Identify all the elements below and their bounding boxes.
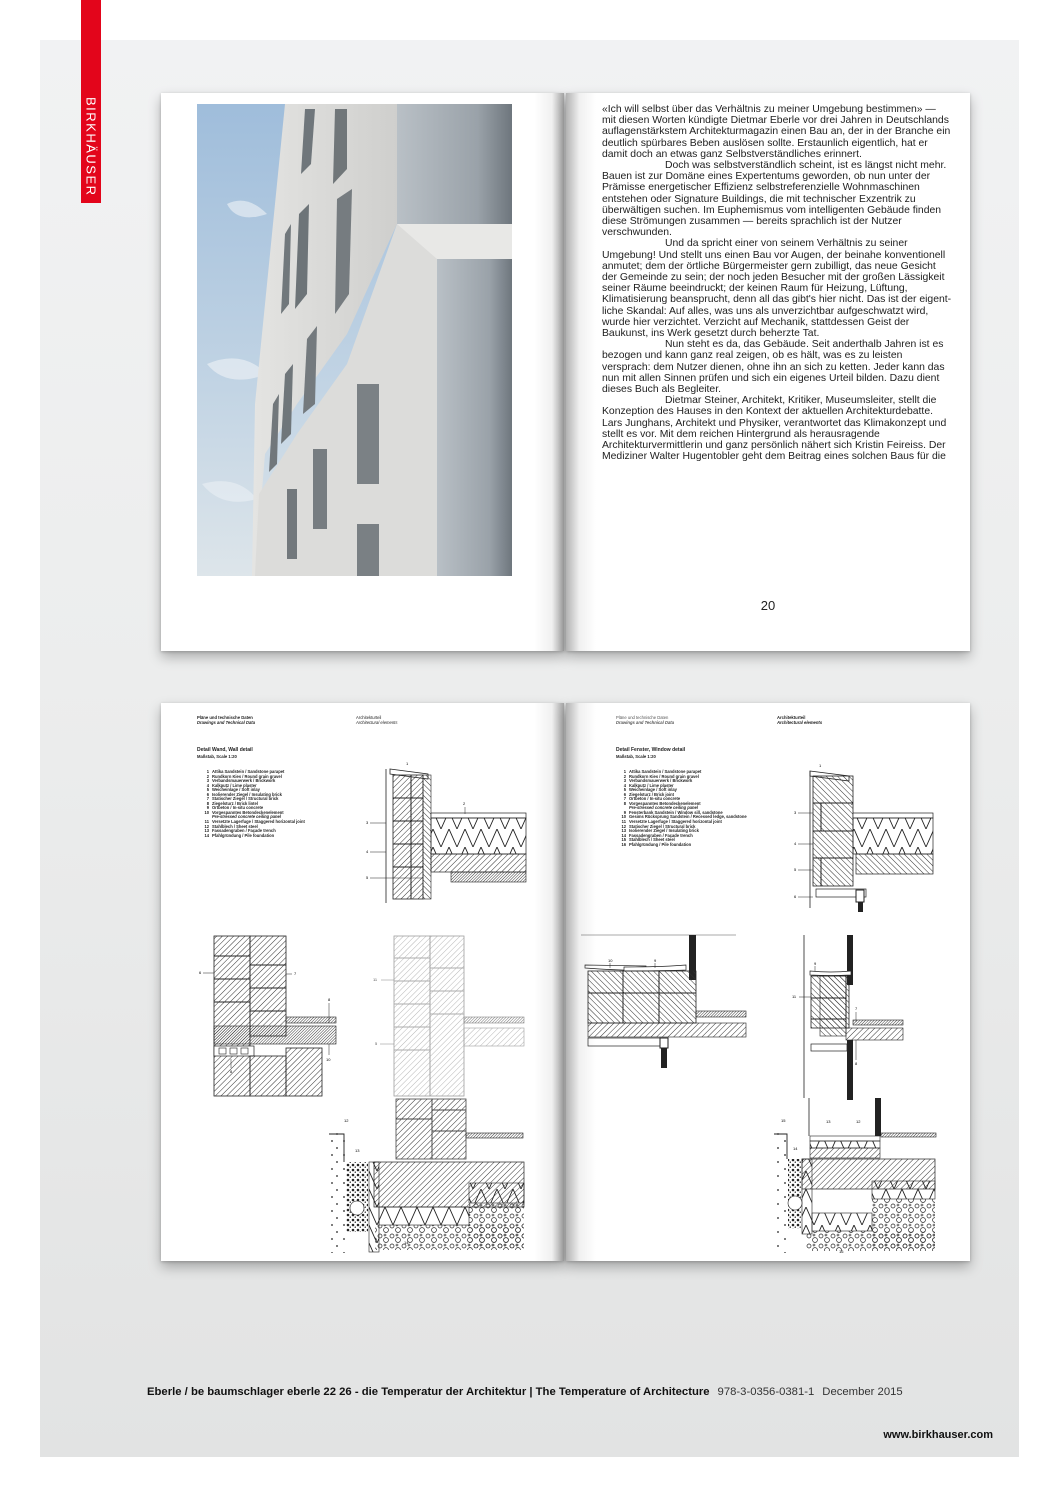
- header-en: Drawings and Technical Data: [197, 720, 256, 725]
- legend-item: 8 Vorgespanntes Betondeckenelement: [623, 800, 701, 806]
- detail-scale: Maßstab, Scale 1:20: [197, 753, 237, 759]
- svg-text:3: 3: [794, 810, 797, 815]
- window-head-detail: [794, 763, 933, 912]
- publisher-url-link[interactable]: www.birkhauser.com: [883, 1429, 993, 1441]
- detail-scale: Maßstab, Scale 1:20: [616, 753, 656, 759]
- legend-item: 2 Rundkorn Kies / Round grain gravel: [206, 773, 282, 779]
- window-sill-variant-detail: [792, 935, 903, 1100]
- svg-text:1: 1: [819, 763, 822, 768]
- svg-text:16: 16: [839, 1249, 844, 1254]
- legend-item: 13 Fassadengraben / Façade trench: [204, 828, 276, 834]
- foundation-detail: [774, 1098, 936, 1254]
- svg-text:11: 11: [373, 977, 378, 982]
- svg-text:2: 2: [463, 801, 466, 806]
- svg-text:12: 12: [856, 1119, 861, 1124]
- legend-item: 9 Fensterbank Sandstein / Window sill, sandstone: [623, 809, 723, 815]
- svg-text:3: 3: [366, 820, 369, 825]
- window-sill-detail: [581, 935, 746, 1068]
- legend-item: 10 Vorgespanntes Betondeckenelement: [204, 809, 284, 815]
- legend-item: 2 Rundkorn Kies / Round grain gravel: [623, 773, 699, 779]
- svg-text:4: 4: [794, 841, 797, 846]
- building-photo-graphic: [197, 104, 512, 576]
- page-window-detail: [566, 703, 970, 1261]
- svg-text:4: 4: [366, 849, 369, 854]
- wall-section-drawing: [161, 703, 564, 1261]
- book-spread-text: [161, 93, 970, 651]
- book-spread-drawings: [161, 703, 970, 1261]
- header-de: Architekturteil: [356, 715, 382, 720]
- header-en: Architectural elements: [777, 720, 823, 725]
- legend-item: Pre-stressed concrete ceiling panel: [212, 814, 281, 820]
- svg-text:12: 12: [344, 1118, 349, 1123]
- brand-label: BIRKHÄUSER: [83, 97, 99, 197]
- wall-continuation-detail: [373, 936, 524, 1096]
- svg-text:8: 8: [855, 1061, 858, 1066]
- legend-item: 9 Ortbeton / In-situ concrete: [206, 805, 264, 811]
- svg-text:15: 15: [781, 1118, 786, 1123]
- legend-item: 4 Kalkputz / Lime plaster: [623, 782, 674, 788]
- svg-text:6: 6: [794, 894, 797, 899]
- svg-text:11: 11: [792, 994, 797, 999]
- header-de: Pläne und technische Daten: [197, 715, 253, 720]
- legend-item: 7 Statischer Ziegel / Structural brick: [206, 796, 279, 802]
- legend-item: Pre-stressed concrete ceiling panel: [629, 805, 698, 811]
- legend-item: 3 Verbandsmauerwerk / Brickwork: [623, 778, 693, 784]
- svg-text:7: 7: [294, 971, 297, 976]
- book-title: Eberle / be baumschlager eberle 22 26 - die Temperatur der Architektur | The Temperature of Architecture: [147, 1386, 710, 1398]
- legend-item: 1 Attika Sandstein / Sandstone parapet: [206, 769, 285, 774]
- header-en: Architectural elements: [356, 720, 398, 725]
- essay-paragraph: Und da spricht einer von seinem Verhältnis zu seiner Umgebung! Und stellt uns einen Bau vor Augen, der beinahe konventionell anmutet; dem der örtliche Bürgermeister gern zubilligt, das neue Gesicht der Gemeinde zu sein; der noch jeden Besucher mit der großen Lässigkeit seiner Räume beeindruckt; der keinen Raum für Heizung, Lüftung, Klimatisierung beansprucht, denn all das gibt's hier nicht. Das ist der eigentliche Skandal: Auf alles, was uns als unverzichtbar aufgeschwatzt wird, wurde hier verzichtet. Verzicht auf Mechanik, stattdessen Geist der Baukunst, ins Werk gesetzt durch beherzte Tat.: [602, 238, 952, 340]
- legend-item: 6 Isolierender Ziegel / Insulating brick: [206, 791, 282, 797]
- svg-text:10: 10: [326, 1057, 331, 1062]
- parapet-detail: [366, 761, 526, 903]
- svg-text:5: 5: [794, 867, 797, 872]
- svg-text:13: 13: [355, 1148, 360, 1153]
- legend-item: 14 Fassadengraben / Façade trench: [621, 832, 693, 838]
- page-wall-detail: [161, 703, 564, 1261]
- legend-item: 7 Ortbeton / In-situ concrete: [623, 796, 681, 802]
- legend-item: 13 Isolierender Ziegel / Insulating brick: [621, 828, 699, 834]
- legend-item: 16 Pfahlgründung / Pile foundation: [621, 841, 692, 847]
- legend-item: 11 Versetzte Lagerfuge / Staggered horizontal joint: [204, 819, 305, 825]
- header-de: Architekturteil: [777, 715, 806, 720]
- page-photo: [161, 93, 564, 651]
- detail-title: Detail Wand, Wall detail: [197, 747, 253, 753]
- svg-text:5: 5: [366, 875, 369, 880]
- foundation-detail: [329, 1099, 524, 1253]
- essay-text: [602, 104, 952, 463]
- page-essay: [566, 93, 970, 651]
- window-section-drawing: [566, 703, 970, 1261]
- legend-item: 5 Weicheinlage / Soft inlay: [623, 787, 677, 793]
- detail-title: Detail Fenster, Window detail: [616, 747, 686, 753]
- essay-paragraph: Doch was selbstverständlich scheint, ist es längst nicht mehr. Bauen ist zur Domäne eines Expertentums geworden, ob nun unter der Prämisse energetischer Effizienz selbstreferenzielle Wohnmaschinen entstehen oder Signature Buildings, die mit technischer Exzentrik zu überwältigen suchen. Im Euphemismus vom intelligenten Gebäude finden diese Strömungen zusammen — bereits sprachlich ist der Nutzer verschwunden.: [602, 160, 947, 239]
- legend-item: 11 Versetzte Lagerfuge / Staggered horizontal joint: [621, 819, 722, 825]
- svg-text:8: 8: [230, 1069, 233, 1074]
- book-isbn: 978-3-0356-0381-1: [717, 1386, 815, 1398]
- legend-item: 5 Weicheinlage / Soft inlay: [206, 787, 260, 793]
- legend-item: 12 Statischer Ziegel / Structural brick: [621, 823, 696, 829]
- legend-item: 3 Verbandsmauerwerk / Brickwork: [206, 778, 276, 784]
- svg-text:14: 14: [793, 1146, 798, 1151]
- brand-tab: [81, 0, 101, 203]
- building-photo: [197, 104, 512, 576]
- svg-text:5: 5: [375, 1041, 378, 1046]
- callout: 1: [406, 761, 409, 766]
- svg-text:9: 9: [654, 958, 657, 963]
- svg-text:6: 6: [199, 970, 202, 975]
- legend-item: 15 Stahlblech / Sheet steel: [621, 837, 675, 843]
- book-info-line: [147, 1386, 903, 1398]
- legend-item: 14 Pfahlgründung / Pile foundation: [204, 832, 275, 838]
- svg-text:8: 8: [328, 997, 331, 1002]
- legend-item: 12 Stahlblech / Sheet steel: [204, 823, 258, 829]
- header-en: Drawings and Technical Data: [616, 720, 675, 725]
- svg-text:10: 10: [608, 958, 613, 963]
- page-number: 20: [760, 598, 776, 613]
- svg-text:7: 7: [855, 1006, 858, 1011]
- essay-paragraph: Nun steht es da, das Gebäude. Seit anderthalb Jahren ist es bezogen und kann ganz real zeigen, ob es hält, was es zu leisten versprach: dem Nutzer dienen, ohne ihn an sich zu ketten. Jeder kann das nun mit allen Sinnen prüfen und sich ein eigenes Urteil bilden. Dazu dient dieses Buch als Begleiter.: [602, 339, 945, 396]
- publication-date: December 2015: [822, 1386, 903, 1398]
- floor-junction-detail: [199, 936, 336, 1096]
- essay-paragraph: «Ich will selbst über das Verhältnis zu meiner Umgebung bestimmen» — mit diesen Worten kündigte Dietmar Eberle vor drei Jahren in Deutschlands auflagenstärkstem Architekturmagazin einen Bau an, der in der Branche ein deutlich spürbares Beben auslösen sollte. Erstaunlich eigentlich, hat er damit doch an etwas ganz Selbstverständliches erinnert.: [602, 104, 951, 160]
- legend-item: 4 Kalkputz / Lime plaster: [206, 782, 257, 788]
- header-de: Pläne und technische Daten: [616, 715, 669, 720]
- legend-item: 6 Ziegelsturz / Brick joint: [623, 791, 675, 797]
- svg-text:13: 13: [826, 1119, 831, 1124]
- legend-item: 1 Attika Sandstein / Sandstone parapet: [623, 769, 702, 774]
- legend-item: 8 Ziegelsturz / Brick lintel: [206, 800, 258, 806]
- svg-text:2: 2: [851, 801, 854, 806]
- legend-item: 10 Gesims Rücksprung Sandstein / Recessed ledge, sandstone: [621, 814, 747, 820]
- essay-paragraph: Dietmar Steiner, Architekt, Kritiker, Museumsleiter, stellt die Konzeption des Hauses in den Kontext der aktuellen Architekturdebatte. Lars Junghans, Architekt und Physiker, verantwortet das Klimakonzept und stellt es vor. Mit dem reichen Hintergrund als herausragende Architekturvermittlerin und ganz persönlich nähert sich Kristin Feireiss. Der Mediziner Walter Hugentobler geht dem Beitrag eines solchen Baus für die: [602, 395, 947, 463]
- svg-text:14: 14: [404, 1240, 409, 1245]
- svg-text:9: 9: [814, 961, 817, 966]
